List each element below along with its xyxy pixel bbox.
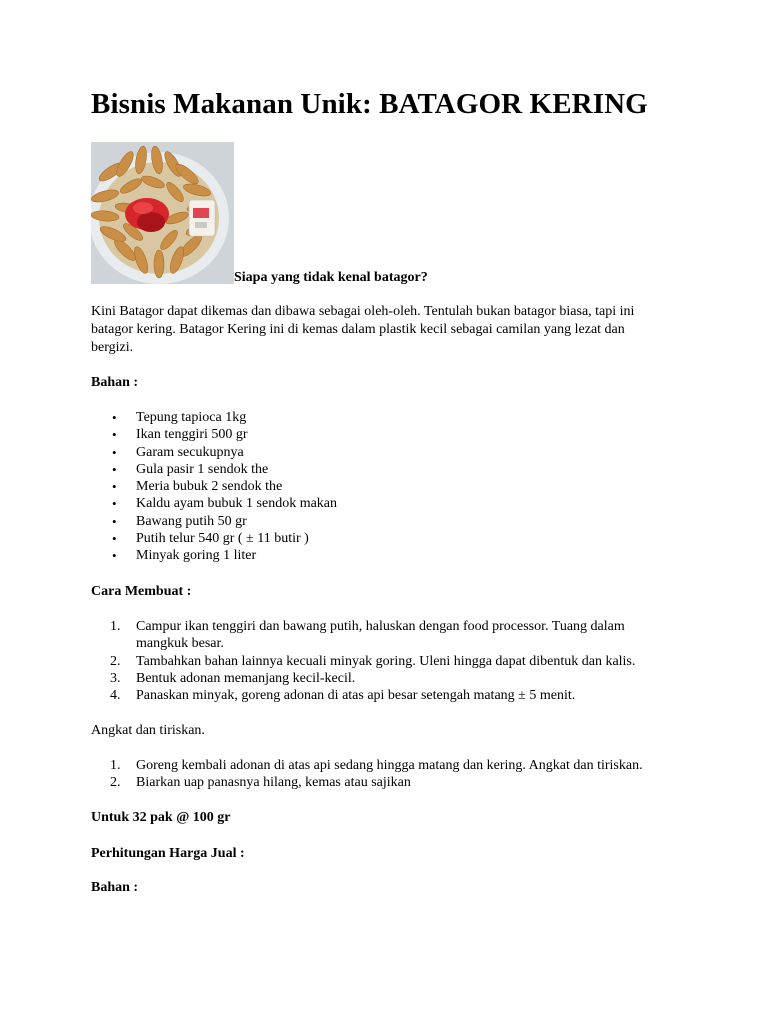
list-item: • Kaldu ayam bubuk 1 sendok makan xyxy=(112,496,338,512)
bahan-list xyxy=(91,409,696,565)
list-item: 2. Tambahkan bahan lainnya kecuali minyak goring. Uleni hingga dapat dibentuk dan kalis. xyxy=(110,653,636,669)
document-title: Bisnis Makanan Unik: BATAGOR KERING xyxy=(91,88,648,120)
bullet-icon: • xyxy=(112,461,117,477)
bullet-icon: • xyxy=(112,479,117,495)
bullet-icon: • xyxy=(112,410,117,425)
list-item: 1. Campur ikan tenggiri dan bawang putih, haluskan dengan food processor. Tuang dalam mangkuk besar. xyxy=(110,619,625,652)
intro-heading: Siapa yang tidak kenal batagor? xyxy=(234,270,428,285)
list-item: • Minyak goring 1 liter xyxy=(112,548,257,564)
bullet-icon: • xyxy=(112,548,117,564)
list-item: • Tepung tapioca 1kg xyxy=(112,410,247,425)
list-item: 4. Panaskan minyak, goreng adonan di atas api besar setengah matang ± 5 menit. xyxy=(110,688,576,704)
list-item: • Ikan tenggiri 500 gr xyxy=(112,427,248,443)
perhitungan-heading: Perhitungan Harga Jual : xyxy=(91,846,245,861)
intro-line-3: bergizi. xyxy=(91,340,134,355)
cara-steps-list-2 xyxy=(91,757,696,792)
list-item: 1. Goreng kembali adonan di atas api sedang hingga matang dan kering. Angkat dan tiriskan. xyxy=(110,758,643,773)
bullet-icon: • xyxy=(112,444,117,460)
cara-heading: Cara Membuat : xyxy=(91,584,192,599)
batagor-photo xyxy=(91,142,234,284)
bullet-icon: • xyxy=(112,531,117,547)
bahan-heading: Bahan : xyxy=(91,375,139,390)
list-item: • Bawang putih 50 gr xyxy=(112,513,247,529)
angkat-text: Angkat dan tiriskan. xyxy=(91,723,205,738)
intro-line-2: batagor kering. Batagor Kering ini di kemas dalam plastik kecil sebagai camilan yang lezat dan xyxy=(91,322,625,337)
list-item: • Garam secukupnya xyxy=(112,444,244,460)
bahan-heading-2: Bahan : xyxy=(91,880,139,895)
untuk-text: Untuk 32 pak @ 100 gr xyxy=(91,810,231,825)
bullet-icon: • xyxy=(112,427,117,443)
bullet-icon: • xyxy=(112,513,117,529)
list-item: • Meria bubuk 2 sendok the xyxy=(112,479,283,495)
list-item: • Putih telur 540 gr ( ± 11 butir ) xyxy=(112,531,309,547)
cara-steps-list xyxy=(91,618,696,704)
intro-line-1: Kini Batagor dapat dikemas dan dibawa sebagai oleh-oleh. Tentulah bukan batagor biasa, tapi ini xyxy=(91,304,635,319)
intro-paragraph xyxy=(91,303,691,357)
list-item: 3. Bentuk adonan memanjang kecil-kecil. xyxy=(110,670,356,686)
bullet-icon: • xyxy=(112,496,117,512)
list-item: • Gula pasir 1 sendok the xyxy=(112,461,269,477)
list-item: 2. Biarkan uap panasnya hilang, kemas atau sajikan xyxy=(110,775,411,791)
